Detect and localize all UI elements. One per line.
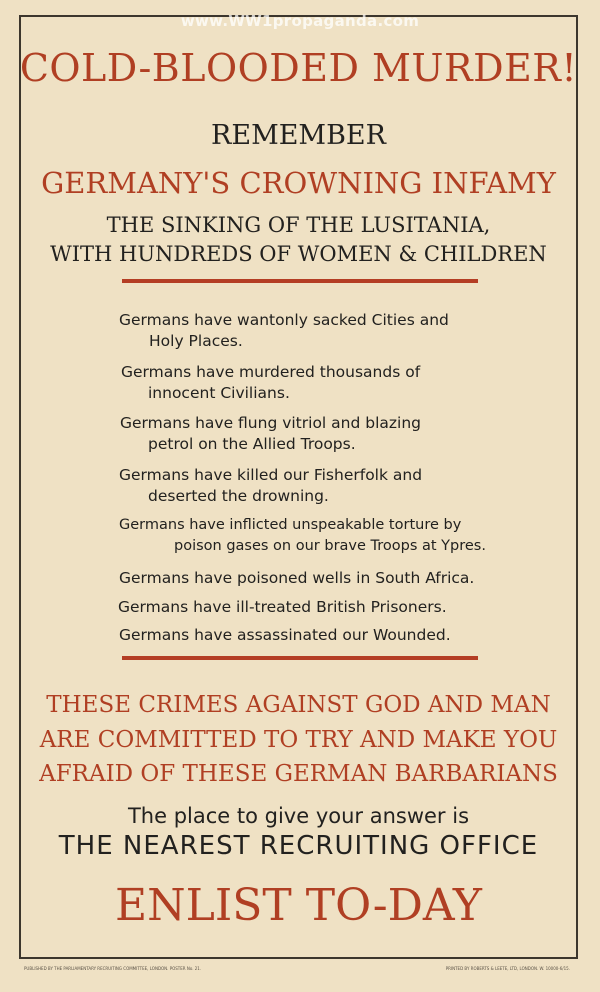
list-item: Germans have wantonly sacked Cities and <box>119 311 449 329</box>
list-item: Holy Places. <box>149 332 243 350</box>
list-item: innocent Civilians. <box>148 384 290 402</box>
list-item: Germans have ill-treated British Prisoners. <box>118 598 447 616</box>
crimes-line: THESE CRIMES AGAINST GOD AND MAN <box>46 692 551 718</box>
list-item: Germans have inflicted unspeakable torture by <box>119 517 462 533</box>
list-item: Germans have killed our Fisherfolk and <box>119 466 423 484</box>
recruiting-office-line: THE NEAREST RECRUITING OFFICE <box>58 831 539 861</box>
list-item: deserted the drowning. <box>148 487 329 505</box>
divider-rule-top <box>122 279 478 283</box>
lusitania-line: THE SINKING OF THE LUSITANIA, <box>106 213 491 237</box>
publisher-imprint: PUBLISHED BY THE PARLIAMENTARY RECRUITING COMMITTEE, LONDON. POSTER No. 21. <box>24 966 202 971</box>
list-item: Germans have poisoned wells in South Africa. <box>119 569 475 587</box>
headline: COLD-BLOODED MURDER! <box>19 46 578 90</box>
victims-line: WITH HUNDREDS OF WOMEN & CHILDREN <box>50 242 547 266</box>
list-item: poison gases on our brave Troops at Ypres. <box>174 538 486 554</box>
list-item: Germans have flung vitriol and blazing <box>120 414 421 432</box>
remember-heading: REMEMBER <box>211 120 386 151</box>
list-item: Germans have murdered thousands of <box>121 363 421 381</box>
list-item: petrol on the Allied Troops. <box>148 435 356 453</box>
crimes-line: AFRAID OF THESE GERMAN BARBARIANS <box>39 761 558 787</box>
divider-rule-bottom <box>122 656 478 660</box>
enlist-slogan: ENLIST TO-DAY <box>115 880 482 931</box>
crimes-line: ARE COMMITTED TO TRY AND MAKE YOU <box>39 727 558 753</box>
list-item: Germans have assassinated our Wounded. <box>119 626 451 644</box>
watermark: www.WW1propaganda.com <box>180 12 420 30</box>
printer-imprint: PRINTED BY ROBERTS & LEETE, LTD, LONDON. W. 10000-6/15. <box>445 966 570 971</box>
answer-line: The place to give your answer is <box>127 804 470 828</box>
infamy-heading: GERMANY'S CROWNING INFAMY <box>41 166 556 200</box>
